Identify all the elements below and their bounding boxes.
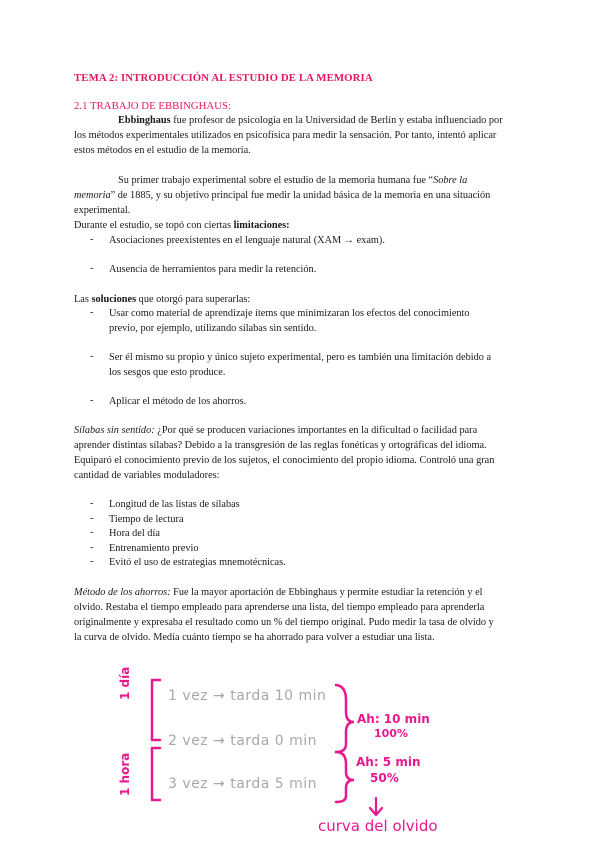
italic-term: Sílabas sin sentido: [74, 425, 155, 436]
handwritten-row-2: 2 vez → tarda 0 min [168, 733, 317, 749]
paragraph-5-line-4: cantidad de variables moduladores: [74, 470, 220, 481]
text: que otorgó para superarlas: [136, 294, 251, 305]
list-item: Asociaciones preexistentes en el lenguaje natural (XAM → exam). [109, 235, 385, 246]
list-item: Ausencia de herramientos para medir la retención. [109, 264, 317, 275]
italic-title: memoria [74, 190, 111, 201]
handwritten-row-3: 3 vez → tarda 5 min [168, 776, 317, 792]
list-bullet: - [90, 498, 94, 509]
list-bullet: - [90, 351, 94, 362]
paragraph-5-line-3: Equiparó el conocimiento previo de los sujetos, el conocimiento del propio idioma. Controló una gran [74, 455, 495, 466]
text: ¿Por qué se producen variaciones importantes en la dificultad o facilidad para [154, 425, 478, 436]
list-bullet: - [90, 234, 94, 245]
annotation-pct-50: 50% [370, 771, 399, 785]
paragraph-1-line-2: los métodos experimentales utilizados en psicofísica para medir la sensación. Por tanto, intentó aplicar [74, 130, 497, 141]
bold-term: Ebbinghaus [118, 115, 171, 126]
label-1-hora: 1 hora [118, 752, 132, 796]
paragraph-6-line-3: originalmente y expresaba el resultado como un % del tiempo original. Pudo medir la tasa de olvido y [74, 617, 494, 628]
paragraph-6-line-2: olvido. Restaba el tiempo empleado para aprenderse una lista, del tiempo empleado para aprenderla [74, 602, 485, 613]
italic-title: Sobre la [433, 175, 468, 186]
italic-term: Método de los ahorros: [74, 587, 171, 598]
paragraph-2-line-3: experimental. [74, 205, 131, 216]
list-item: Usar como material de aprendizaje ítems que minimizaran los efectos del conocimiento [109, 308, 470, 319]
list-item: Entrenamiento previo [109, 543, 199, 554]
down-arrow-icon [370, 798, 382, 815]
right-brace-bottom [336, 752, 354, 802]
list-item: Ser él mismo su propio y único sujeto experimental, pero es también una limitación debido a [109, 352, 492, 363]
handwritten-row-1: 1 vez → tarda 10 min [168, 688, 327, 704]
list-bullet: - [90, 527, 94, 538]
list-item: Tiempo de lectura [109, 514, 184, 525]
list-bullet: - [90, 307, 94, 318]
list-item-continued: previo, por ejemplo, utilizando sílabas sin sentido. [109, 323, 317, 334]
list-bullet: - [90, 513, 94, 524]
paragraph-6-line-4: la curva de olvido. Medía cuánto tiempo se ha ahorrado para volver a estudiar una lista. [74, 632, 435, 643]
annotation-ah-5: Ah: 5 min [356, 755, 421, 769]
list-item: Longitud de las listas de sílabas [109, 499, 240, 510]
list-item: Evitó el uso de estrategias mnemotécnicas. [109, 557, 286, 568]
paragraph-5-line-2: aprender distintas sílabas? Debido a la transgresión de las reglas fonéticas y ortográficas del idioma. [74, 440, 487, 451]
list-item: Aplicar el método de los ahorros. [109, 396, 247, 407]
label-1-dia: 1 día [118, 666, 132, 700]
list-bullet: - [90, 263, 94, 274]
list-bullet: - [90, 556, 94, 567]
text: ” de 1885, y su objetivo principal fue medir la unidad básica de la memoria en una situación [110, 190, 491, 201]
left-bracket-bottom [152, 748, 160, 800]
bold-term: limitaciones: [233, 220, 290, 231]
text: fue profesor de psicología en la Universidad de Berlín y estaba influenciado por [170, 115, 503, 126]
left-bracket-top [152, 680, 160, 740]
bold-term: soluciones [91, 294, 137, 305]
right-brace-top [336, 685, 354, 752]
list-bullet: - [90, 395, 94, 406]
section-heading: 2.1 TRABAJO DE EBBINGHAUS: [74, 100, 231, 112]
list-item-continued: los sesgos que esto produce. [109, 367, 226, 378]
annotation-pct-100: 100% [374, 727, 408, 740]
text: Las [74, 294, 92, 305]
list-item: Hora del día [109, 528, 160, 539]
paragraph-1-line-3: estos métodos en el estudio de la memoria. [74, 145, 251, 156]
text: Su primer trabajo experimental sobre el estudio de la memoria humana fue “ [118, 175, 434, 186]
document-title: TEMA 2: INTRODUCCIÓN AL ESTUDIO DE LA MEMORIA [74, 72, 373, 84]
annotation-ah-10: Ah: 10 min [357, 712, 430, 726]
text: Durante el estudio, se topó con ciertas [74, 220, 234, 231]
text: Fue la mayor aportación de Ebbinghaus y permite estudiar la retención y el [170, 587, 483, 598]
annotation-curva-olvido: curva del olvido [318, 817, 438, 835]
list-bullet: - [90, 542, 94, 553]
